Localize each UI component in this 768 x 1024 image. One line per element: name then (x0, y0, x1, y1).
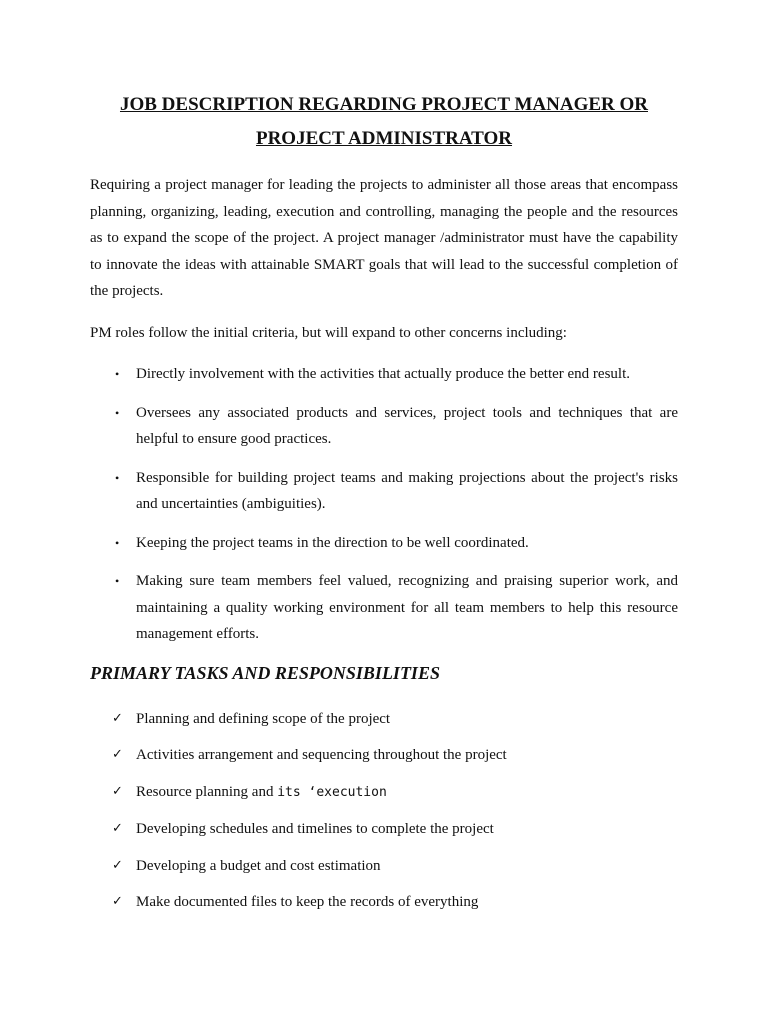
checkmark-icon: ✓ (112, 747, 123, 762)
list-item (90, 889, 678, 915)
section-heading: PRIMARY TASKS AND RESPONSIBILITIES (90, 662, 440, 683)
list-item-text: Planning and defining scope of the project (136, 710, 391, 727)
list-item-text: Oversees any associated products and services, project tools and techniques that are helpful to ensure good practices. (136, 404, 678, 447)
list-item-text: Directly involvement with the activities that actually produce the better end result. (136, 366, 631, 382)
list-item-text: Make documented files to keep the records of everything (136, 894, 479, 910)
bullet-icon: • (115, 405, 120, 420)
checkmark-icon: ✓ (112, 783, 123, 799)
roles-intro-paragraph: PM roles follow the initial criteria, but will expand to other concerns including: (90, 324, 567, 341)
list-item-text: Making sure team members feel valued, recognizing and praising superior work, and maintaining a quality working environment for all team members to help this resource management efforts. (136, 573, 678, 642)
list-item (90, 465, 678, 518)
document-title: JOB DESCRIPTION REGARDING PROJECT MANAGER OR PROJECT ADMINISTRATOR (119, 94, 648, 149)
bullet-icon: • (115, 367, 120, 381)
pm-roles-list (90, 361, 678, 648)
list-item (90, 779, 678, 806)
checkmark-icon: ✓ (112, 894, 123, 909)
list-item-text: Keeping the project teams in the direction to be well coordinated. (136, 534, 529, 551)
list-item (90, 568, 678, 648)
checkmark-icon: ✓ (112, 857, 123, 873)
intro-paragraph: Requiring a project manager for leading the projects to administer all those areas that encompass planning, organizing, leading, execution and controlling, managing the people and the resources as to expand the scope of the project. A project manager /administrator must have the capability to innovate the ideas with attainable SMART goals that will lead to the successful completion of the projects. (90, 177, 678, 299)
bullet-icon: • (115, 535, 120, 550)
list-item-text: Responsible for building project teams and making projections about the project's risks and uncertainties (ambiguities). (136, 469, 678, 512)
list-item-text-suffix: its ‘execution (277, 784, 387, 800)
list-item-text: Resource planning and (136, 783, 278, 800)
list-item-text: Developing a budget and cost estimation (136, 857, 381, 874)
list-item (90, 530, 678, 557)
checkmark-icon: ✓ (112, 821, 123, 836)
list-item (90, 400, 678, 453)
list-item-text: Activities arrangement and sequencing throughout the project (136, 747, 507, 763)
list-item (90, 742, 678, 768)
list-item (90, 706, 678, 732)
bullet-icon: • (115, 574, 120, 588)
list-item (90, 361, 678, 388)
checkmark-icon: ✓ (112, 710, 123, 726)
bullet-icon: • (115, 470, 120, 485)
list-item-text: Developing schedules and timelines to complete the project (136, 821, 494, 837)
list-item (90, 853, 678, 879)
list-item (90, 816, 678, 842)
tasks-list (90, 706, 678, 916)
document-page (90, 88, 678, 926)
